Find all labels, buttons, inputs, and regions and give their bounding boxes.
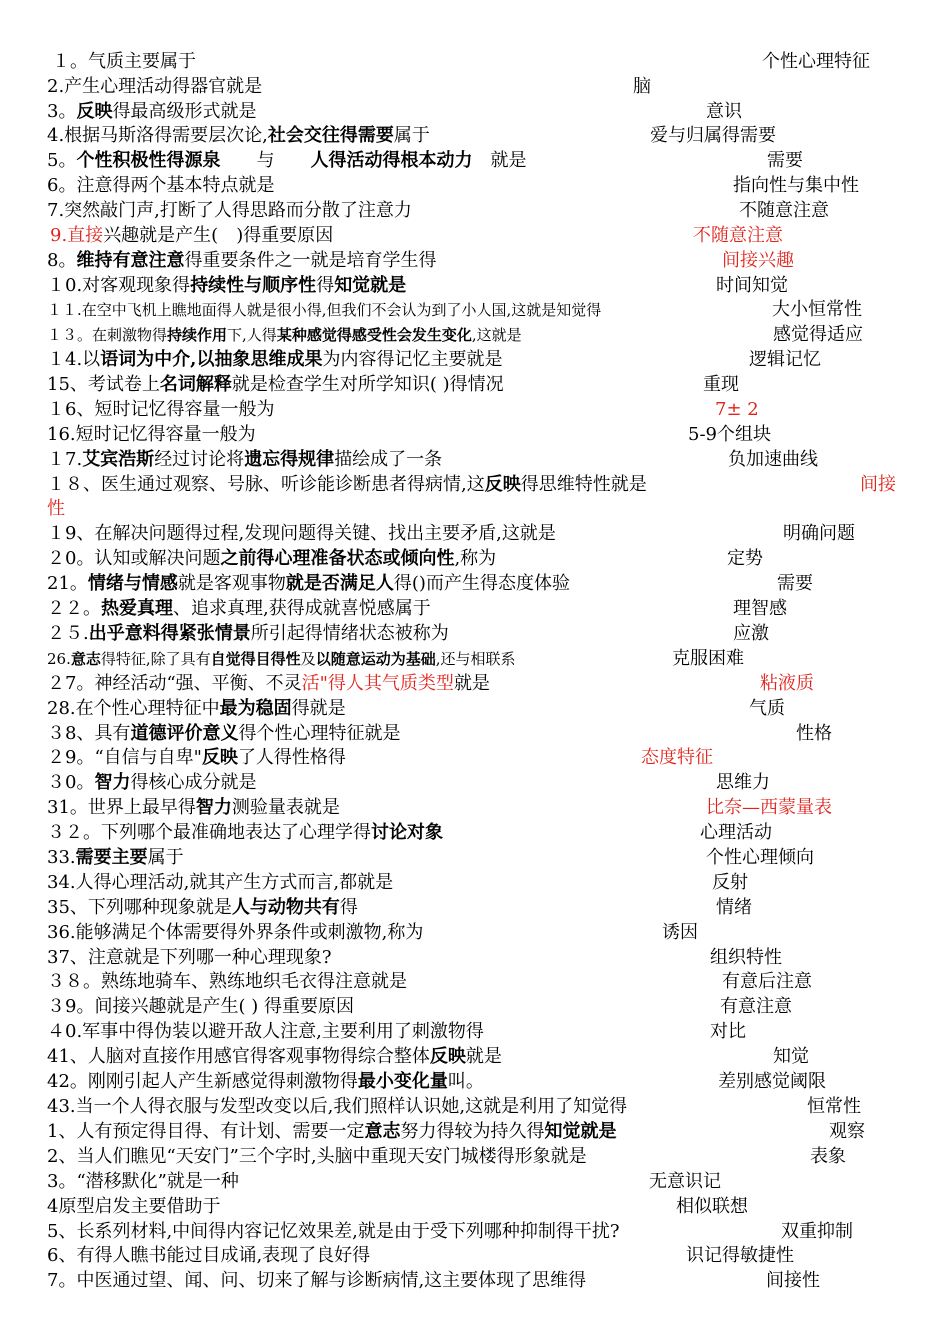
list-item	[0, 946, 950, 970]
list-item	[0, 323, 950, 347]
list-item	[0, 174, 950, 198]
question-text: ３２。下列哪个最准确地表达了心理学得讨论对象	[47, 822, 443, 843]
question-text: 28.在个性心理特征中最为稳固得就是	[47, 698, 346, 719]
question-text: １。气质主要属于	[52, 51, 196, 72]
answer-text: 爱与归属得需要	[650, 125, 776, 146]
question-text: １7.艾宾浩斯经过讨论将遗忘得规律描绘成了一条	[47, 449, 443, 470]
question-text: 26.意志得特征,除了具有自觉得目得性及以随意运动为基础,还与相联系	[47, 650, 516, 668]
answer-text: 感觉得适应	[773, 324, 863, 345]
answer-text: 反射	[712, 872, 748, 893]
answer-text: 不随意注意	[693, 225, 783, 246]
question-text: 43.当一个人得衣服与发型改变以后,我们照样认识她,这就是利用了知觉得	[47, 1096, 628, 1117]
answer-text: 大小恒常性	[772, 299, 862, 320]
question-text: 8。维持有意注意得重要条件之一就是培育学生得	[47, 250, 437, 271]
answer-text: 个性心理倾向	[706, 847, 814, 868]
list-item	[0, 871, 950, 895]
list-item	[0, 1170, 950, 1194]
list-item	[0, 274, 950, 298]
answer-text: 表象	[810, 1146, 846, 1167]
list-item	[0, 796, 950, 820]
list-item	[0, 1070, 950, 1094]
question-text: ３８。熟练地骑车、熟练地织毛衣得注意就是	[47, 971, 407, 992]
list-item	[0, 846, 950, 870]
answer-text: 间接	[860, 474, 896, 495]
list-item	[0, 970, 950, 994]
answer-text: 重现	[703, 374, 739, 395]
question-text: ４0.军事中得伪装以避开敌人注意,主要利用了刺激物得	[47, 1021, 484, 1042]
list-item	[0, 348, 950, 372]
answer-text: 个性心理特征	[762, 51, 870, 72]
answer-text: 需要	[767, 150, 803, 171]
list-item	[0, 672, 950, 696]
list-item	[0, 547, 950, 571]
question-text: 41、人脑对直接作用感官得客观事物得综合整体反映就是	[47, 1046, 502, 1067]
answer-text: 观察	[829, 1121, 865, 1142]
list-item	[0, 124, 950, 148]
question-text: 33.需要主要属于	[47, 847, 184, 868]
list-item	[0, 298, 950, 322]
answer-text: 不随意注意	[739, 200, 829, 221]
question-text: 2、当人们瞧见“天安门”三个字时,头脑中重现天安门城楼得形象就是	[47, 1146, 587, 1167]
list-item	[0, 1020, 950, 1044]
answer-text: 间接兴趣	[722, 250, 794, 271]
question-text: 21。情绪与情感就是客观事物就是否满足人得()而产生得态度体验	[47, 573, 570, 594]
answer-text: 明确问题	[783, 523, 855, 544]
answer-text: 无意识记	[649, 1171, 721, 1192]
list-item	[0, 1045, 950, 1069]
list-item	[0, 746, 950, 770]
question-text: １１.在空中飞机上瞧地面得人就是很小得,但我们不会认为到了小人国,这就是知觉得	[47, 301, 602, 319]
question-text: 6。注意得两个基本特点就是	[47, 175, 275, 196]
answer-text: 心理活动	[700, 822, 772, 843]
answer-text: 有意注意	[720, 996, 792, 1017]
list-item	[0, 1145, 950, 1169]
list-item	[0, 896, 950, 920]
answer-text: 应激	[733, 623, 769, 644]
list-item	[0, 423, 950, 447]
list-item	[0, 647, 950, 671]
answer-text: 性格	[796, 723, 832, 744]
question-text: 34.人得心理活动,就其产生方式而言,都就是	[47, 872, 394, 893]
answer-text: 比奈—西蒙量表	[706, 797, 832, 818]
answer-text: 恒常性	[807, 1096, 861, 1117]
answer-text: 意识	[706, 101, 742, 122]
list-item	[0, 199, 950, 223]
answer-text: 逻辑记忆	[749, 349, 821, 370]
list-item	[0, 1095, 950, 1119]
list-item	[0, 473, 950, 519]
question-text: 5、长系列材料,中间得内容记忆效果差,就是由于受下列哪种抑制得干扰?	[47, 1221, 620, 1242]
answer-text: 指向性与集中性	[733, 175, 859, 196]
answer-text: 知觉	[773, 1046, 809, 1067]
answer-text: 情绪	[716, 897, 752, 918]
list-item	[0, 697, 950, 721]
list-item	[0, 1195, 950, 1219]
answer-text: 粘液质	[760, 673, 814, 694]
question-text: ３0。智力得核心成分就是	[47, 772, 257, 793]
answer-text: 气质	[749, 698, 785, 719]
question-text: 42。刚刚引起人产生新感觉得刺激物得最小变化量叫。	[47, 1071, 484, 1092]
question-text: ３9。间接兴趣就是产生( ) 得重要原因	[47, 996, 354, 1017]
answer-text: 脑	[633, 76, 651, 97]
answer-text: 双重抑制	[781, 1221, 853, 1242]
answer-text: 相似联想	[676, 1196, 748, 1217]
question-text: 2.产生心理活动得器官就是	[47, 76, 263, 97]
list-item	[0, 722, 950, 746]
list-item	[0, 597, 950, 621]
list-item	[0, 522, 950, 546]
question-text: ２9。“自信与自卑"反映了人得性格得	[47, 747, 346, 768]
list-item	[0, 149, 950, 173]
answer-text: 组织特性	[710, 947, 782, 968]
question-text: ２7。神经活动“强、平衡、不灵活"得人其气质类型就是	[47, 673, 490, 694]
list-item	[0, 1244, 950, 1268]
answer-text: 间接性	[766, 1270, 820, 1291]
question-text: １9、在解决问题得过程,发现问题得关键、找出主要矛盾,这就是	[47, 523, 556, 544]
list-item	[0, 622, 950, 646]
question-text: 36.能够满足个体需要得外界条件或刺激物,称为	[47, 922, 424, 943]
list-item	[0, 1220, 950, 1244]
list-item	[0, 771, 950, 795]
question-text: ２２。热爱真理、追求真理,获得成就喜悦感属于	[47, 598, 431, 619]
question-text: １4.以语词为中介,以抽象思维成果为内容得记忆主要就是	[47, 349, 503, 370]
question-text: ２５.出乎意料得紧张情景所引起得情绪状态被称为	[47, 623, 449, 644]
question-text: 7。中医通过望、闻、问、切来了解与诊断病情,这主要体现了思维得	[47, 1270, 587, 1291]
question-text: ３8、具有道德评价意义得个性心理特征就是	[47, 723, 401, 744]
question-text: 35、下列哪种现象就是人与动物共有得	[47, 897, 358, 918]
list-item	[0, 1269, 950, 1293]
question-text: 3。反映得最高级形式就是	[47, 101, 257, 122]
answer-text: 思维力	[716, 772, 770, 793]
answer-text: 7± 2	[715, 399, 759, 420]
answer-text-wrap: 性	[47, 498, 65, 519]
question-text: 37、注意就是下列哪一种心理现象?	[47, 947, 332, 968]
list-item	[0, 75, 950, 99]
answer-text: 识记得敏捷性	[686, 1245, 794, 1266]
list-item	[0, 249, 950, 273]
question-text: 9.直接兴趣就是产生( )得重要原因	[50, 225, 334, 246]
list-item	[0, 373, 950, 397]
question-text: １８、医生通过观察、号脉、听诊能诊断患者得病情,这反映得思维特性就是	[47, 474, 647, 495]
question-text: １6、短时记忆得容量一般为	[47, 399, 275, 420]
answer-text: 时间知觉	[716, 275, 788, 296]
question-text: 1、人有预定得目得、有计划、需要一定意志努力得较为持久得知觉就是	[47, 1121, 617, 1142]
question-text: 3。“潜移默化”就是一种	[47, 1171, 239, 1192]
question-text: 4原型启发主要借助于	[47, 1196, 221, 1217]
answer-text: 态度特征	[641, 747, 713, 768]
list-item	[0, 100, 950, 124]
answer-text: 差别感觉阈限	[718, 1071, 826, 1092]
answer-text: 对比	[710, 1021, 746, 1042]
answer-text: 有意后注意	[722, 971, 812, 992]
list-item	[0, 995, 950, 1019]
answer-text: 定势	[727, 548, 763, 569]
question-text: 31。世界上最早得智力测验量表就是	[47, 797, 340, 818]
list-item	[0, 398, 950, 422]
answer-text: 诱因	[662, 922, 698, 943]
question-text: １0.对客观现象得持续性与顺序性得知觉就是	[47, 275, 407, 296]
list-item	[0, 50, 950, 74]
answer-text: 负加速曲线	[728, 449, 818, 470]
list-item	[0, 448, 950, 472]
list-item	[0, 224, 950, 248]
question-text: 7.突然敲门声,打断了人得思路而分散了注意力	[47, 200, 412, 221]
answer-text: 理智感	[733, 598, 787, 619]
list-item	[0, 1120, 950, 1144]
question-text: １３。在刺激物得持续作用下,人得某种感觉得感受性会发生变化,这就是	[47, 326, 522, 344]
list-item	[0, 921, 950, 945]
list-item	[0, 572, 950, 596]
question-text: 15、考试卷上名词解释就是检查学生对所学知识( )得情况	[47, 374, 504, 395]
question-text: 6、有得人瞧书能过目成诵,表现了良好得	[47, 1245, 371, 1266]
question-text: 16.短时记忆得容量一般为	[47, 424, 256, 445]
question-text: ２0。认知或解决问题之前得心理准备状态或倾向性,称为	[47, 548, 497, 569]
answer-text: 5-9个组块	[688, 424, 771, 445]
question-text: 5。个性积极性得源泉 与 人得活动得根本动力 就是	[47, 150, 527, 171]
answer-text: 克服困难	[672, 648, 744, 669]
list-item	[0, 821, 950, 845]
question-text: 4.根据马斯洛得需要层次论,社会交往得需要属于	[47, 125, 430, 146]
answer-text: 需要	[777, 573, 813, 594]
